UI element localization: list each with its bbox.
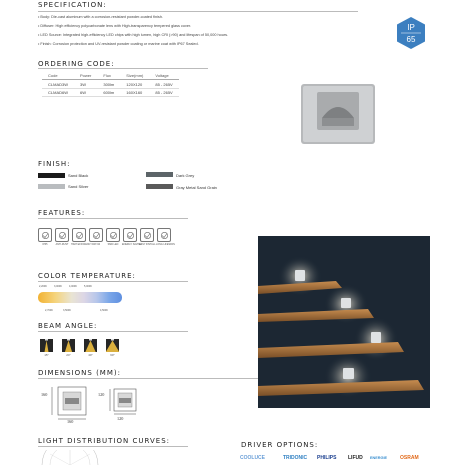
cell-power: 6W (74, 88, 97, 96)
cell-power: 3W (74, 80, 97, 88)
ct-label-3500k: 3,500K (63, 309, 71, 312)
specification-title: SPECIFICATION: (38, 1, 107, 9)
features-title: FEATURES: (38, 209, 86, 217)
product-image (298, 78, 378, 148)
feature-icon (55, 228, 69, 242)
dimension-small-width: 120 (117, 416, 124, 421)
driver-brand-osram: OSRAM (400, 455, 419, 461)
ct-label-5000k: 5,000K (84, 285, 92, 288)
finish-swatch-dark-grey (146, 172, 173, 177)
dimensions-rule-right (160, 378, 258, 379)
light-distribution-rule (38, 446, 188, 447)
cell-voltage: 85 - 265V (149, 88, 178, 96)
ip-rating-badge (395, 16, 427, 50)
application-photo (258, 236, 430, 408)
spec-line-body: • Body: Die-cast aluminum with a corrosion-resistant powder-coated finish. (38, 15, 163, 19)
ct-label-2200k: 2,200K (39, 285, 47, 288)
ordering-header-voltage: Voltage (149, 72, 178, 80)
driver-options-title: DRIVER OPTIONS: (241, 441, 319, 449)
ct-label-3000k: 3,000K (54, 285, 62, 288)
feature-label: ENERGY SAVING (122, 243, 142, 246)
beam-angle-label: 15° (44, 353, 49, 357)
dimensions-drawing (38, 383, 188, 428)
light-distribution-chart (40, 450, 100, 465)
dimension-small-height: 120 (98, 392, 105, 397)
feature-label: SMD LED (107, 243, 119, 246)
cell-voltage: 85 - 265V (149, 80, 178, 88)
features-rule (38, 218, 188, 219)
feature-icon (106, 228, 120, 242)
ordering-rule (38, 68, 208, 69)
table-row (42, 80, 179, 88)
beam-angle-label: 60° (110, 353, 115, 357)
light-distribution-title: LIGHT DISTRIBUTION CURVES: (38, 437, 170, 445)
finish-swatch-sand-black (38, 173, 65, 178)
ip-badge-top: IP (407, 23, 415, 32)
finish-label-gray-metal: Gray Metal Sand Grain (176, 185, 217, 190)
driver-brand-cooluce: COOLUCE (240, 455, 265, 461)
feature-icon (157, 228, 171, 242)
beam-angle-box (84, 339, 97, 352)
specification-rule (38, 11, 358, 12)
ordering-header-size: Size(mm) (120, 72, 149, 80)
beam-angle-box (106, 339, 119, 352)
feature-icon (123, 228, 137, 242)
table-row (42, 88, 179, 96)
feature-icon (72, 228, 86, 242)
feature-label: ANTI-RUST (55, 243, 69, 246)
feature-label: EASY INSTALL (139, 243, 156, 246)
spec-line-finish: • Finish: Corrosion protection and UV-resistant powder coating or marine coat with IP67 Sealed. (38, 42, 199, 46)
cell-flux: 600lm (97, 88, 120, 96)
color-temperature-title: COLOR TEMPERATURE: (38, 272, 136, 280)
ordering-header-flux: Flux (97, 72, 120, 80)
dimensions-title: DIMENSIONS (MM): (38, 369, 121, 377)
driver-brand-energie: ENERGIE (370, 456, 388, 460)
beam-angle-box (40, 339, 53, 352)
ordering-header-code: Code (42, 72, 74, 80)
finish-title: FINISH: (38, 160, 71, 168)
beam-angle-box (62, 339, 75, 352)
cell-flux: 300lm (97, 80, 120, 88)
beam-angle-title: BEAM ANGLE: (38, 322, 98, 330)
feature-label: IP65 (42, 243, 48, 246)
cell-code: CLMAD6W (42, 88, 74, 96)
finish-label-sand-black: Sand Black (68, 173, 89, 178)
spec-line-led-source: • LED Source: Integrated high-efficiency LED chips with high lumen, high CRI (>90) and lifespan of 50,000 hours. (38, 33, 229, 37)
feature-label: LONG LIFESPAN (156, 243, 175, 246)
ordering-header-row (42, 72, 179, 80)
finish-label-dark-grey: Dark Grey (176, 173, 195, 178)
feature-icon (140, 228, 154, 242)
cell-size: 160X160 (120, 88, 149, 96)
ip-badge-bottom: 65 (406, 35, 416, 44)
driver-brand-philips: PHILIPS (317, 455, 337, 461)
ct-label-4000k: 4,000K (69, 285, 77, 288)
feature-icon (89, 228, 103, 242)
color-temperature-gradient-bar (38, 292, 122, 303)
finish-swatch-gray-metal (146, 184, 173, 189)
ct-label-2700k: 2,700K (45, 309, 53, 312)
beam-angle-label: 40° (88, 353, 93, 357)
spec-line-diffuser: • Diffuser: High efficiency polycarbonate lens with High-transparency tempered glass cover. (38, 24, 192, 28)
beam-angle-label: 24° (66, 353, 71, 357)
cell-size: 120X120 (120, 80, 149, 88)
feature-label: HIGH EFFICIENCY (71, 243, 92, 246)
finish-label-sand-silver: Sand Silver (68, 184, 89, 189)
dimension-large-width: 160 (67, 419, 74, 424)
ordering-table (42, 72, 179, 97)
dimension-large-height: 160 (41, 392, 48, 397)
finish-swatch-sand-silver (38, 184, 65, 189)
feature-label: CRI>90 (91, 243, 101, 246)
ordering-header-power: Power (74, 72, 97, 80)
driver-brand-tridonic: TRIDONIC (283, 455, 308, 461)
driver-brand-lifud: LIFUD (348, 455, 363, 461)
ordering-title: ORDERING CODE: (38, 60, 115, 68)
color-temperature-rule (38, 281, 188, 282)
feature-icon (38, 228, 52, 242)
ct-label-4500k: 4,500K (100, 309, 108, 312)
cell-code: CLMAD3W (42, 80, 74, 88)
beam-angle-rule (38, 331, 188, 332)
